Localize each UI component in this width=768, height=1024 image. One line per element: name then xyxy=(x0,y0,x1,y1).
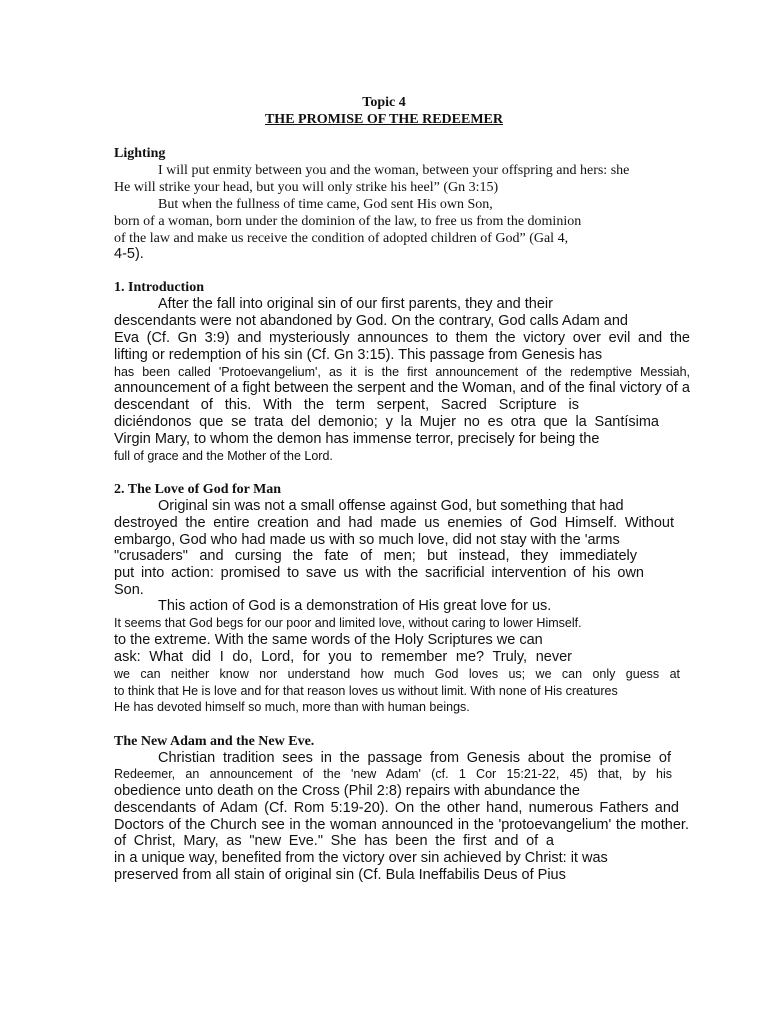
new-adam-line: Doctors of the Church see in the woman announced in the 'protoevangelium' the mother. xyxy=(114,817,689,833)
lighting-line: I will put enmity between you and the woman, between your offspring and hers: she xyxy=(158,163,630,178)
lighting-line: 4-5). xyxy=(114,246,144,262)
introduction-line: announcement of a fight between the serpent and the Woman, and of the final victory of a xyxy=(114,380,690,396)
lighting-line: He will strike your head, but you will only strike his heel” (Gn 3:15) xyxy=(114,180,499,195)
new-adam-heading: The New Adam and the New Eve. xyxy=(114,734,315,749)
introduction-line: Virgin Mary, to whom the demon has immense terror, precisely for being the xyxy=(114,431,600,447)
new-adam-line: in a unique way, benefited from the victory over sin achieved by Christ: it was xyxy=(114,850,608,866)
love-line: embargo, God who had made us with so much love, did not stay with the 'arms xyxy=(114,532,620,548)
love-line: It seems that God begs for our poor and limited love, without caring to lower Himself. xyxy=(114,616,582,630)
new-adam-line: of Christ, Mary, as "new Eve." She has been the first and of a xyxy=(114,833,554,849)
love-line: "crusaders" and cursing the fate of men; but instead, they immediately xyxy=(114,548,637,564)
new-adam-line: obedience unto death on the Cross (Phil 2:8) repairs with abundance the xyxy=(114,783,580,799)
introduction-heading: 1. Introduction xyxy=(114,280,204,295)
love-line: ask: What did I do, Lord, for you to remember me? Truly, never xyxy=(114,649,572,665)
love-line: put into action: promised to save us with the sacrificial intervention of his own xyxy=(114,565,644,581)
love-line: Son. xyxy=(114,582,144,598)
love-line: He has devoted himself so much, more than with human beings. xyxy=(114,700,470,714)
page-title: THE PROMISE OF THE REDEEMER xyxy=(264,112,504,127)
introduction-line: diciéndonos que se trata del demonio; y la Mujer no es otra que la Santísima xyxy=(114,414,659,430)
new-adam-line: descendants of Adam (Cf. Rom 5:19-20). On the other hand, numerous Fathers and xyxy=(114,800,679,816)
love-line: destroyed the entire creation and had made us enemies of God Himself. Without xyxy=(114,515,674,531)
new-adam-line: Redeemer, an announcement of the 'new Adam' (cf. 1 Cor 15:21-22, 45) that, by his xyxy=(114,767,672,781)
introduction-line: Eva (Cf. Gn 3:9) and mysteriously announces to them the victory over evil and the xyxy=(114,330,690,346)
new-adam-line: preserved from all stain of original sin (Cf. Bula Ineffabilis Deus of Pius xyxy=(114,867,566,883)
lighting-line: born of a woman, born under the dominion of the law, to free us from the dominion xyxy=(114,214,582,229)
introduction-line: full of grace and the Mother of the Lord. xyxy=(114,449,333,463)
topic-number: Topic 4 xyxy=(362,95,406,110)
love-line: This action of God is a demonstration of His great love for us. xyxy=(158,598,552,614)
lighting-line: But when the fullness of time came, God sent His own Son, xyxy=(158,197,493,212)
introduction-line: has been called 'Protoevangelium', as it is the first announcement of the redemptive Messiah, xyxy=(114,365,690,379)
love-line: to think that He is love and for that reason loves us without limit. With none of His creatures xyxy=(114,684,618,698)
love-line: Original sin was not a small offense against God, but something that had xyxy=(158,498,624,514)
introduction-line: lifting or redemption of his sin (Cf. Gn 3:15). This passage from Genesis has xyxy=(114,347,603,363)
introduction-line: descendant of this. With the term serpent, Sacred Scripture is xyxy=(114,397,579,413)
lighting-line: of the law and make us receive the condition of adopted children of God” (Gal 4, xyxy=(114,231,569,246)
introduction-line: descendants were not abandoned by God. On the contrary, God calls Adam and xyxy=(114,313,628,329)
love-line: to the extreme. With the same words of the Holy Scriptures we can xyxy=(114,632,543,648)
love-heading: 2. The Love of God for Man xyxy=(114,482,282,497)
love-line: we can neither know nor understand how much God loves us; we can only guess at xyxy=(114,667,680,681)
new-adam-line: Christian tradition sees in the passage from Genesis about the promise of xyxy=(158,750,671,766)
introduction-line: After the fall into original sin of our first parents, they and their xyxy=(158,296,553,312)
lighting-heading: Lighting xyxy=(114,146,166,161)
